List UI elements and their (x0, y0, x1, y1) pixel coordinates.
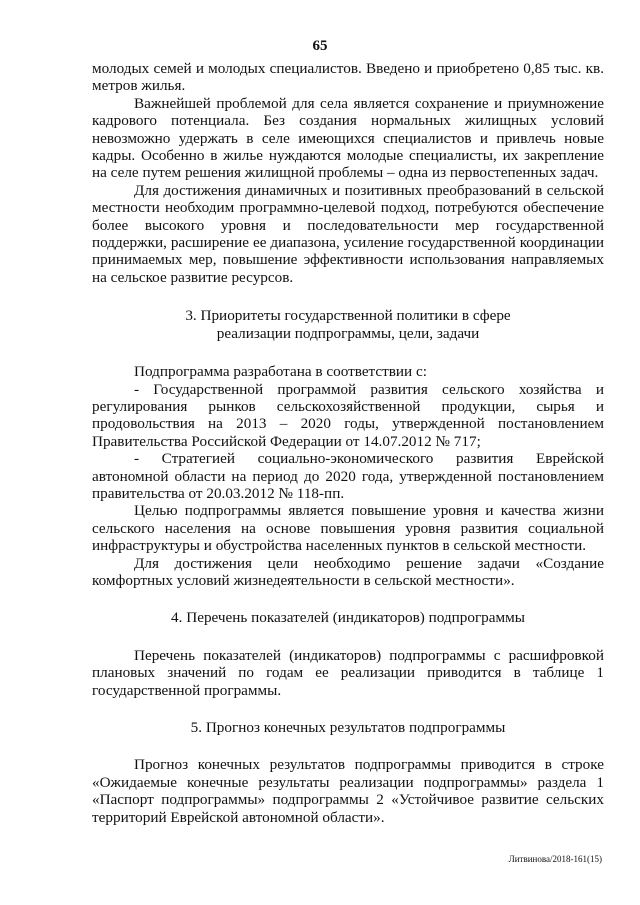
paragraph-forecast: Прогноз конечных результатов подпрограммы приводится в строке «Ожидаемые конечные результаты реализации подпрограммы» раздела 1 «Паспорт подпрограммы» подпрограммы 2 «Устойчивое развитие сельских территорий Еврейской автономной области». (92, 756, 604, 826)
paragraph-continuation: молодых семей и молодых специалистов. Введено и приобретено 0,85 тыс. кв. метров жилья. (92, 60, 604, 95)
paragraph-strategy: - Стратегией социально-экономического развития Еврейской автономной области на период до 2020 года, утвержденной постановлением правительства от 20.03.2012 № 118-пп. (92, 450, 604, 502)
paragraph-state-program: - Государственной программой развития сельского хозяйства и регулирования рынков сельскохозяйственной продукции, сырья и продовольствия на 2013 – 2020 годы, утвержденной постановлением Правительства Российской Федерации от 14.07.2012 № 717; (92, 380, 604, 450)
paragraph-program-approach: Для достижения динамичных и позитивных преобразований в сельской местности необходим программно-целевой подход, потребуются обеспечение более высокого уровня и последовательности мер государственной поддержки, расширение ее диапазона, усиление государственной координации принимаемых мер, повышение эффективности использования направляемых на сельское развитие ресурсов. (92, 181, 604, 286)
paragraph-staff-potential: Важнейшей проблемой для села является сохранение и приумножение кадрового потенциала. Без создания нормальных жилищных условий невозможно удержать в селе имеющихся специалистов и привлечь новые кадры. Особенно в жилье нуждаются молодые специалисты, их закрепление на селе путем решения жилищной проблемы – одна из первостепенных задач. (92, 94, 604, 182)
section-4-heading: 4. Перечень показателей (индикаторов) подпрограммы (171, 609, 525, 627)
footer-code: Литвинова/2018-161(15) (508, 854, 602, 864)
paragraph-goal: Целью подпрограммы является повышение уровня и качества жизни сельского населения на основе повышения уровня развития социальной инфраструктуры и обустройства населенных пунктов в сельской местности. (92, 502, 604, 555)
section-5-heading: 5. Прогноз конечных результатов подпрограммы (190, 719, 506, 736)
section-3-title-line2: реализации подпрограммы, цели, задачи (216, 324, 480, 342)
paragraph-developed-according: Подпрограмма разработана в соответствии с: (134, 363, 427, 381)
section-3-title-line1: 3. Приоритеты государственной политики в сфере (185, 307, 511, 325)
page-number: 65 (312, 38, 328, 54)
document-body (92, 60, 604, 826)
paragraph-indicators: Перечень показателей (индикаторов) подпрограммы с расшифровкой плановых значений по годам ее реализации приводится в таблице 1 государственной программы. (92, 646, 604, 699)
section-3-heading (92, 307, 604, 342)
paragraph-task: Для достижения цели необходимо решение задачи «Создание комфортных условий жизнедеятельности в сельской местности». (92, 554, 604, 589)
